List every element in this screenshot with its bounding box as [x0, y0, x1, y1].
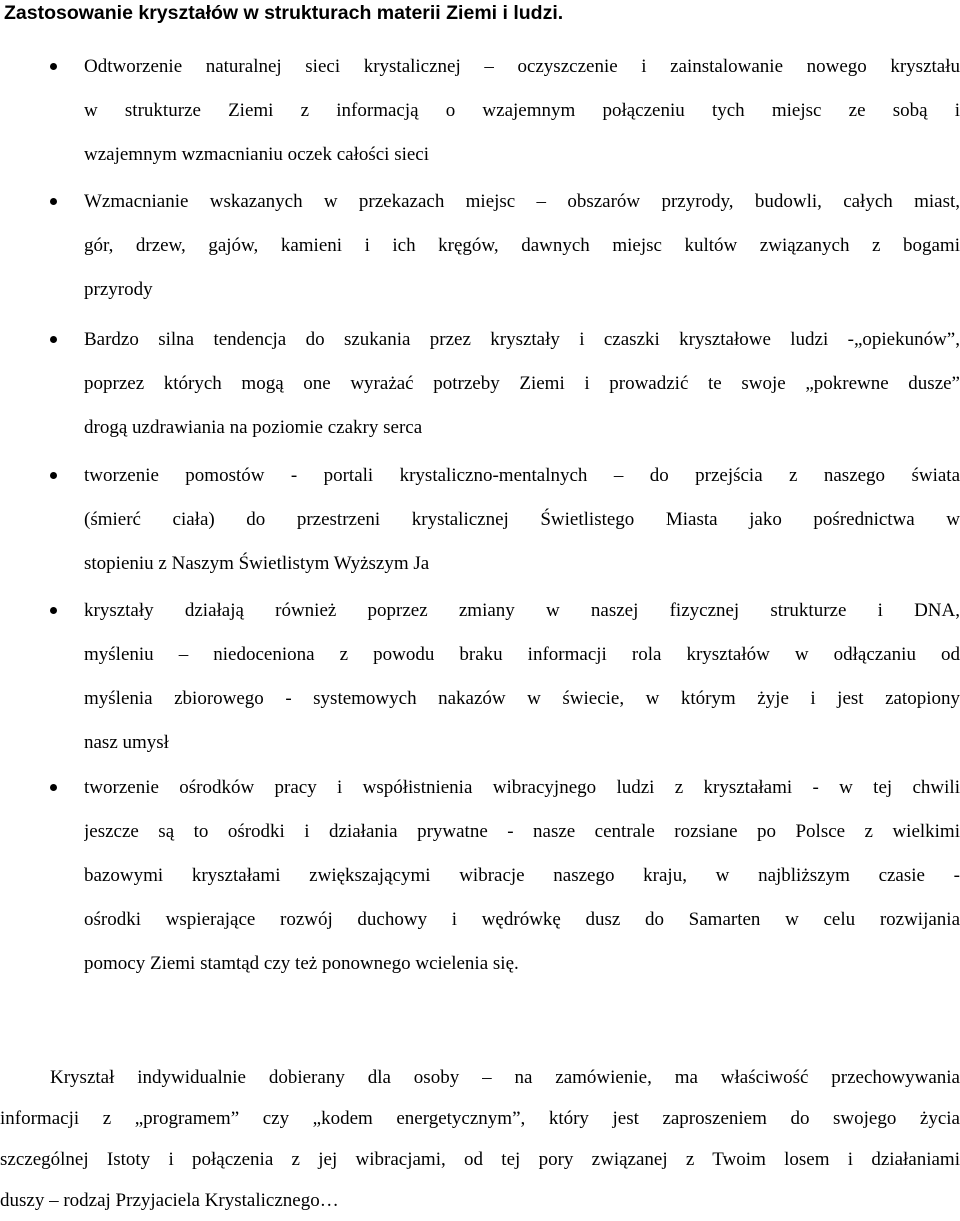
- bullet-line: pomocy Ziemi stamtąd czy też ponownego wcielenia się.: [84, 953, 519, 974]
- bullet-line: poprzez których mogą one wyrażać potrzeby Ziemi i prowadzić te swoje „pokrewne dusze”: [84, 373, 960, 394]
- bullet-line: bazowymi kryształami zwiększającymi wibracje naszego kraju, w najbliższym czasie -: [84, 865, 960, 886]
- closing-line: szczególnej Istoty i połączenia z jej wibracjami, od tej pory związanej z Twoim losem i działaniami: [0, 1149, 960, 1170]
- bullet-line: drogą uzdrawiania na poziomie czakry serca: [84, 417, 423, 438]
- bullet-line: (śmierć ciała) do przestrzeni krystalicznej Świetlistego Miasta jako pośrednictwa w: [84, 509, 960, 530]
- bullet-item: [84, 454, 960, 586]
- bullet-line: ośrodki wspierające rozwój duchowy i wędrówkę dusz do Samarten w celu rozwijania: [84, 909, 960, 930]
- bullet-line: myślenia zbiorowego - systemowych nakazów w świecie, w którym żyje i jest zatopiony: [84, 688, 960, 709]
- bullet-dot-icon: [50, 198, 57, 205]
- bullet-dot-icon: [50, 336, 57, 343]
- bullet-item: [84, 589, 960, 765]
- closing-line: duszy – rodzaj Przyjaciela Krystalicznego…: [0, 1190, 339, 1211]
- bullet-line: nasz umysł: [84, 732, 169, 753]
- bullet-line: wzajemnym wzmacnianiu oczek całości sieci: [84, 144, 430, 165]
- bullet-dot-icon: [50, 607, 57, 614]
- bullet-line: gór, drzew, gajów, kamieni i ich kręgów, dawnych miejsc kultów związanych z bogami: [84, 235, 960, 256]
- bullet-line: tworzenie pomostów - portali krystaliczno-mentalnych – do przejścia z naszego świata: [84, 465, 960, 486]
- document-title: Zastosowanie kryształów w strukturach materii Ziemi i ludzi.: [4, 2, 564, 24]
- closing-paragraph: [0, 1057, 960, 1221]
- bullet-dot-icon: [50, 63, 57, 70]
- closing-line: informacji z „programem” czy „kodem energetycznym”, który jest zaproszeniem do swojego życia: [0, 1108, 960, 1129]
- bullet-dot-icon: [50, 784, 57, 791]
- bullet-line: Odtworzenie naturalnej sieci krystalicznej – oczyszczenie i zainstalowanie nowego kryształu: [84, 56, 960, 77]
- bullet-line: myśleniu – niedoceniona z powodu braku informacji rola kryształów w odłączaniu od: [84, 644, 960, 665]
- bullet-line: stopieniu z Naszym Świetlistym Wyższym Ja: [84, 553, 430, 574]
- bullet-line: Wzmacnianie wskazanych w przekazach miejsc – obszarów przyrody, budowli, całych miast,: [84, 191, 960, 212]
- bullet-dot-icon: [50, 472, 57, 479]
- bullet-line: w strukturze Ziemi z informacją o wzajemnym połączeniu tych miejsc ze sobą i: [84, 100, 960, 121]
- bullet-line: przyrody: [84, 279, 153, 300]
- bullet-item: [84, 180, 960, 312]
- bullet-item: [84, 766, 960, 986]
- bullet-line: tworzenie ośrodków pracy i współistnienia wibracyjnego ludzi z kryształami - w tej chwili: [84, 777, 960, 798]
- bullet-line: kryształy działają również poprzez zmiany w naszej fizycznej strukturze i DNA,: [84, 600, 960, 621]
- bullet-line: jeszcze są to ośrodki i działania prywatne - nasze centrale rozsiane po Polsce z wielkimi: [84, 821, 960, 842]
- bullet-line: Bardzo silna tendencja do szukania przez kryształy i czaszki kryształowe ludzi -„opiekunów”,: [84, 329, 960, 350]
- bullet-item: [84, 45, 960, 177]
- closing-line: Kryształ indywidualnie dobierany dla osoby – na zamówienie, ma właściwość przechowywania: [50, 1067, 960, 1088]
- bullet-item: [84, 318, 960, 450]
